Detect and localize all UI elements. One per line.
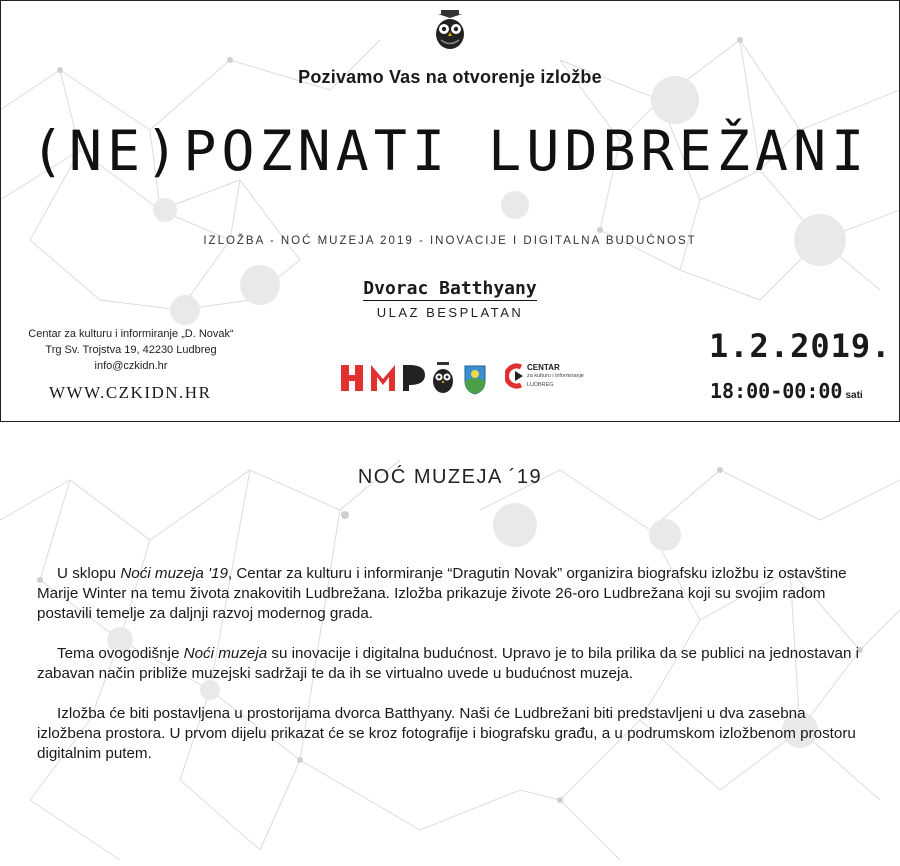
- article-paragraph-1: [37, 564, 867, 624]
- event-time-range: 18:00-00:00: [710, 379, 843, 403]
- hmp-logo-icon: [339, 363, 425, 393]
- free-entry-label: ULAZ BESPLATAN: [376, 305, 524, 320]
- invitation-card: [0, 0, 900, 422]
- organizer-name: Centar za kulturu i informiranje „D. Novak“: [28, 328, 234, 340]
- article-body: [37, 564, 867, 784]
- event-date: 1.2.2019.: [709, 327, 892, 365]
- paragraph-text: su inovacije i digitalna budućnost. Upravo je to bila prilika da se publici na jednostavan i zabavan način približe muzejski sadržaji te da ih se virtualno uvede u budućnost muzeja.: [37, 645, 860, 682]
- website-link[interactable]: WWW.CZKIDN.HR: [49, 383, 212, 402]
- paragraph-emphasis: Noći muzeja '19: [120, 565, 228, 582]
- czki-name: CENTAR: [527, 363, 560, 372]
- czki-city: LUDBREG: [527, 382, 554, 388]
- organizer-address: Trg Sv. Trojstva 19, 42230 Ludbreg: [45, 344, 217, 356]
- article-paragraph-3: Izložba će biti postavljena u prostorijama dvorca Batthyany. Naši će Ludbrežani biti predstavljeni u dva zasebna izložbena prostora. U prvom dijelu prikazat će se kroz fotografije i biografsku građu, a u podrumskom izložbenom prostoru digitalnim putem.: [37, 705, 856, 762]
- exhibition-title: (NE)POZNATI LUDBREŽANI: [30, 119, 870, 183]
- paragraph-text: , Centar za kulturu i informiranje “Dragutin Novak” organizira biografsku izložbu iz ostavštine Marije Winter na temu života znakovitih Ludbrežana. Izložba prikazuje živote 26-oro Ludbrežana koji su svojim radom postavili temelje za daljnji razvoj modernog grada.: [37, 565, 847, 622]
- article-paragraph-2: [37, 644, 867, 684]
- paragraph-text: U sklopu: [57, 565, 121, 582]
- city-crest-icon: [463, 363, 487, 395]
- czki-logo-text: [527, 363, 584, 390]
- event-time: [710, 379, 863, 403]
- owl-logo-icon: [432, 9, 468, 51]
- article-section: [0, 420, 900, 866]
- paragraph-text: Tema ovogodišnje: [57, 645, 184, 662]
- owl-small-logo-icon: [431, 362, 455, 394]
- czki-subline: za kulturu i informiranje: [527, 373, 584, 379]
- czki-logo-icon: [505, 361, 525, 391]
- sponsor-logos: [339, 359, 601, 399]
- event-time-unit: sati: [845, 390, 863, 401]
- article-heading: NOĆ MUZEJA ´19: [357, 466, 543, 488]
- exhibition-subtitle: IZLOŽBA - NOĆ MUZEJA 2019 - INOVACIJE I DIGITALNA BUDUĆNOST: [203, 235, 697, 247]
- organizer-info: [21, 326, 241, 374]
- organizer-email: info@czkidn.hr: [94, 360, 168, 372]
- invitation-line: Pozivamo Vas na otvorenje izložbe: [298, 67, 602, 87]
- venue-name: [1, 278, 899, 299]
- paragraph-emphasis: Noći muzeja: [183, 645, 268, 662]
- venue-label: Dvorac Batthyany: [363, 278, 537, 299]
